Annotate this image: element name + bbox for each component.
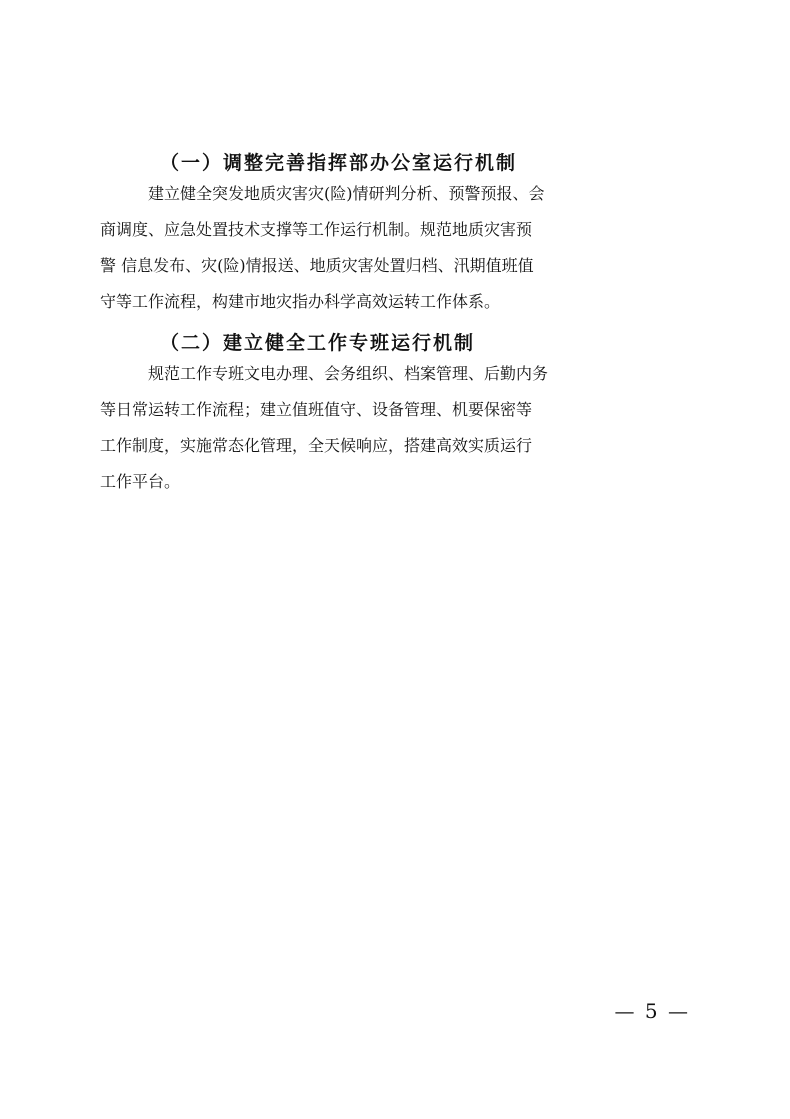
paragraph-line: 规范工作专班文电办理、会务组织、档案管理、后勤内务 [148,364,549,383]
paragraph-line: 等日常运转工作流程；建立值班值守、设备管理、机要保密等 [100,400,533,419]
paragraph-line: 商调度、应急处置技术支撑等工作运行机制。规范地质灾害预 [100,220,533,239]
section-heading-1: （一）调整完善指挥部办公室运行机制 [160,152,518,174]
document-body [100,145,690,505]
section-paragraph-1 [100,181,690,325]
paragraph-line: 建立健全突发地质灾害灾(险)情研判分析、预警预报、会 [148,184,545,203]
paragraph-line: 工作制度，实施常态化管理，全天候响应，搭建高效实质运行 [100,436,533,455]
paragraph-line: 警 信息发布、灾(险)情报送、地质灾害处置归档、汛期值班值 [100,256,534,275]
paragraph-line: 守等工作流程，构建市地灾指办科学高效运转工作体系。 [100,292,501,311]
section-paragraph-2 [100,361,690,505]
page-number: — 5 — [614,999,690,1023]
section-heading-2: （二）建立健全工作专班运行机制 [160,332,476,354]
paragraph-line: 工作平台。 [100,472,181,491]
